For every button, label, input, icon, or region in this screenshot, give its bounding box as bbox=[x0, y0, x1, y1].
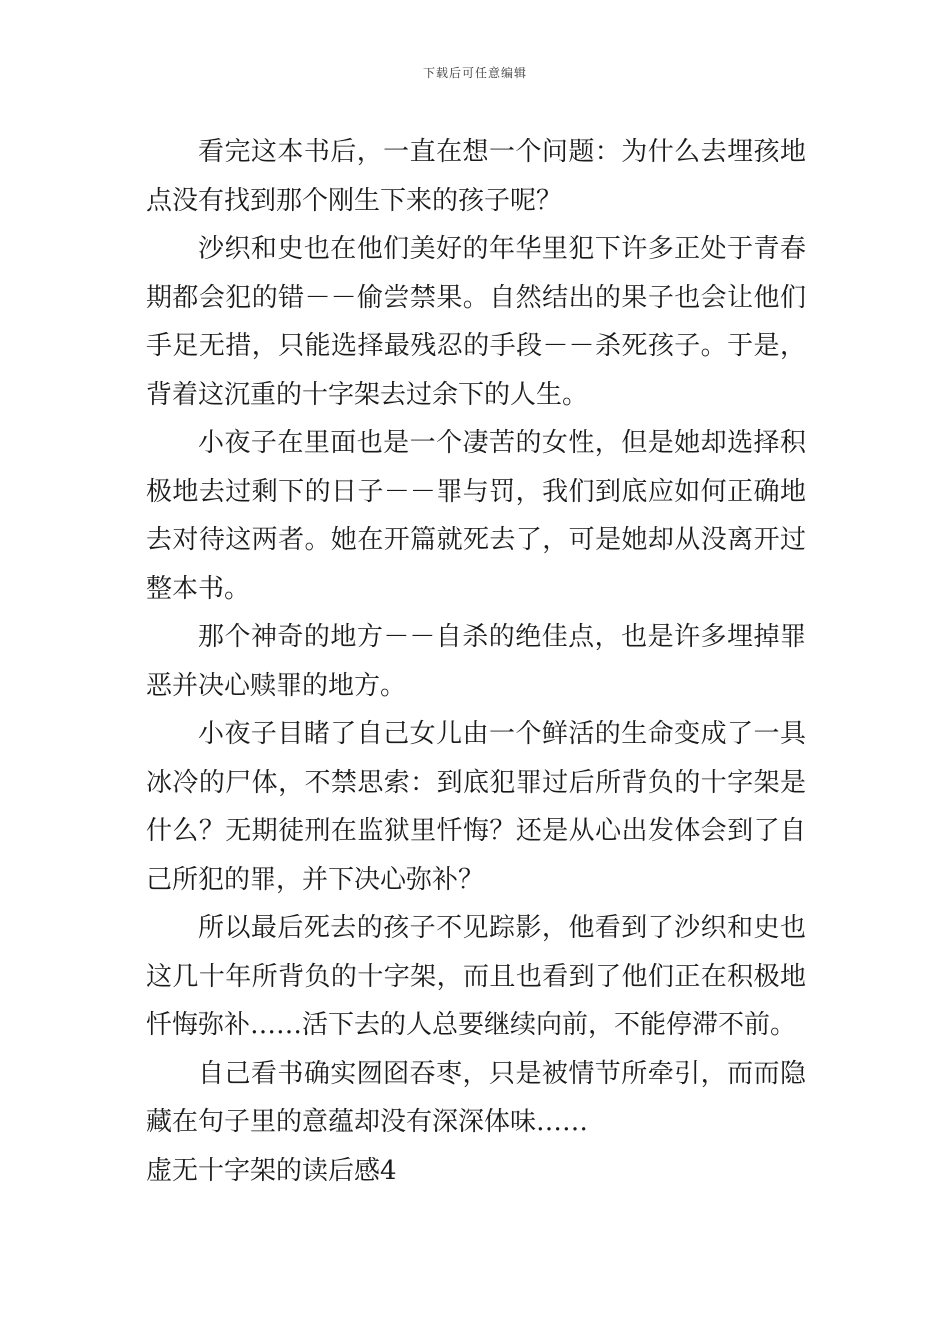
paragraph-7: 自己看书确实囫囵吞枣，只是被情节所牵引，而而隐藏在句子里的意蕴却没有深深体味…… bbox=[146, 1058, 806, 1137]
section-heading: 虚无十字架的读后感4 bbox=[146, 1155, 397, 1186]
paragraph-1: 看完这本书后，一直在想一个问题：为什么去埋孩地点没有找到那个刚生下来的孩子呢？ bbox=[146, 137, 806, 216]
paragraph-2: 沙织和史也在他们美好的年华里犯下许多正处于青春期都会犯的错－－偷尝禁果。自然结出的果子也会让他们手足无措，只能选择最残忍的手段－－杀死孩子。于是，背着这沉重的十字架去过余下的人生。 bbox=[146, 234, 806, 410]
paragraph-3: 小夜子在里面也是一个凄苦的女性，但是她却选择积极地去过剩下的日子－－罪与罚，我们到底应如何正确地去对待这两者。她在开篇就死去了，可是她却从没离开过整本书。 bbox=[146, 428, 806, 604]
paragraph-6: 所以最后死去的孩子不见踪影，他看到了沙织和史也这几十年所背负的十字架，而且也看到了他们正在积极地忏悔弥补……活下去的人总要继续向前，不能停滞不前。 bbox=[146, 913, 806, 1040]
page-header: 下载后可任意编辑 bbox=[422, 66, 527, 80]
paragraph-5: 小夜子目睹了自己女儿由一个鲜活的生命变成了一具冰冷的尸体，不禁思索：到底犯罪过后所背负的十字架是什么？无期徒刑在监狱里忏悔？还是从心出发体会到了自己所犯的罪，并下决心弥补？ bbox=[146, 719, 806, 895]
paragraph-4: 那个神奇的地方－－自杀的绝佳点，也是许多埋掉罪恶并决心赎罪的地方。 bbox=[146, 622, 806, 701]
document-body bbox=[146, 128, 806, 1195]
